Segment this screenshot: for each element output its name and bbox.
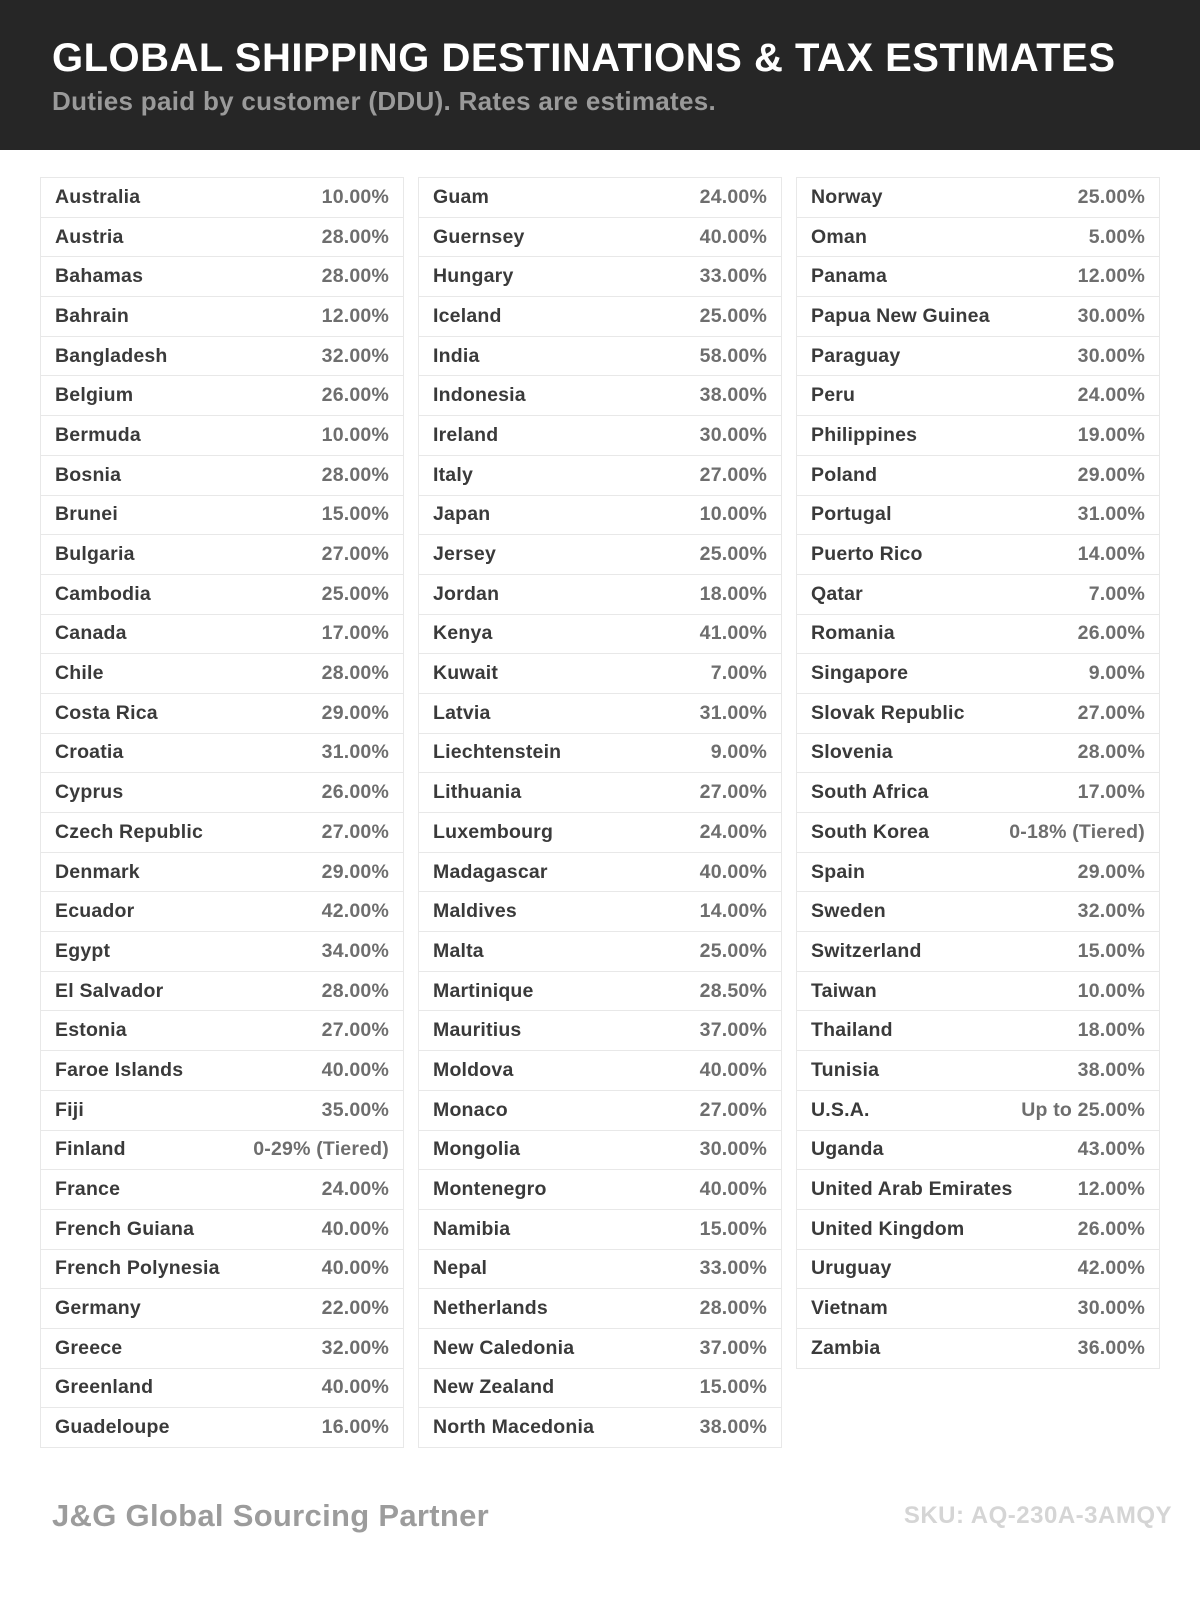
country-name: Papua New Guinea bbox=[811, 304, 990, 327]
table-row bbox=[419, 1250, 781, 1290]
tax-rate-value: 27.00% bbox=[321, 820, 389, 843]
tax-rate-value: 36.00% bbox=[1077, 1336, 1145, 1359]
tax-rate-value: 28.50% bbox=[699, 979, 767, 1002]
tax-rate-value: 7.00% bbox=[1088, 582, 1145, 605]
table-row bbox=[41, 1091, 403, 1131]
country-name: Iceland bbox=[433, 304, 502, 327]
tax-rate-value: 27.00% bbox=[699, 1098, 767, 1121]
country-name: Oman bbox=[811, 225, 868, 248]
tax-rate-value: 10.00% bbox=[321, 423, 389, 446]
table-row bbox=[797, 773, 1159, 813]
table-row bbox=[797, 694, 1159, 734]
country-name: El Salvador bbox=[55, 979, 164, 1002]
tax-rate-value: 9.00% bbox=[710, 741, 767, 764]
tax-rate-value: 32.00% bbox=[321, 1336, 389, 1359]
tax-rate-value: 31.00% bbox=[321, 741, 389, 764]
tax-rate-value: 30.00% bbox=[1077, 1297, 1145, 1320]
tax-rate-value: 0-29% (Tiered) bbox=[253, 1138, 389, 1161]
country-name: Guernsey bbox=[433, 225, 525, 248]
table-row bbox=[797, 1131, 1159, 1171]
table-row bbox=[419, 297, 781, 337]
table-row bbox=[419, 972, 781, 1012]
tax-rate-value: 28.00% bbox=[1077, 741, 1145, 764]
tax-rate-value: 24.00% bbox=[321, 1178, 389, 1201]
tax-rate-value: 34.00% bbox=[321, 939, 389, 962]
tax-rate-value: 15.00% bbox=[1077, 939, 1145, 962]
country-name: Jordan bbox=[433, 582, 500, 605]
table-row bbox=[797, 813, 1159, 853]
table-row bbox=[41, 773, 403, 813]
table-row bbox=[797, 1051, 1159, 1091]
country-name: Lithuania bbox=[433, 781, 522, 804]
tax-rate-value: 38.00% bbox=[699, 1416, 767, 1439]
table-row bbox=[797, 1289, 1159, 1329]
tax-table-column-3 bbox=[796, 177, 1160, 1369]
tax-rate-value: 15.00% bbox=[321, 503, 389, 526]
tax-rate-value: 43.00% bbox=[1077, 1138, 1145, 1161]
country-name: Ecuador bbox=[55, 900, 135, 923]
country-name: Luxembourg bbox=[433, 820, 554, 843]
table-row bbox=[41, 734, 403, 774]
country-name: Latvia bbox=[433, 701, 491, 724]
country-name: Fiji bbox=[55, 1098, 84, 1121]
tax-rate-value: 12.00% bbox=[321, 304, 389, 327]
tax-rate-value: 25.00% bbox=[699, 543, 767, 566]
country-name: Martinique bbox=[433, 979, 534, 1002]
tax-rate-value: 38.00% bbox=[699, 384, 767, 407]
table-row bbox=[419, 615, 781, 655]
table-row bbox=[41, 1011, 403, 1051]
table-row bbox=[419, 1131, 781, 1171]
country-name: Qatar bbox=[811, 582, 863, 605]
tax-rate-value: 29.00% bbox=[321, 860, 389, 883]
tax-rate-value: 27.00% bbox=[321, 1019, 389, 1042]
country-name: Bahamas bbox=[55, 265, 144, 288]
tax-rate-value: 7.00% bbox=[710, 662, 767, 685]
country-name: Monaco bbox=[433, 1098, 508, 1121]
table-row bbox=[41, 496, 403, 536]
country-name: United Kingdom bbox=[811, 1217, 965, 1240]
country-name: Namibia bbox=[433, 1217, 511, 1240]
country-name: Malta bbox=[433, 939, 484, 962]
tax-rate-value: 30.00% bbox=[1077, 344, 1145, 367]
table-row bbox=[797, 972, 1159, 1012]
tax-rate-value: 29.00% bbox=[1077, 860, 1145, 883]
tax-rate-value: 14.00% bbox=[699, 900, 767, 923]
tax-rate-value: 35.00% bbox=[321, 1098, 389, 1121]
country-name: Vietnam bbox=[811, 1297, 888, 1320]
country-name: Liechtenstein bbox=[433, 741, 562, 764]
tax-rate-value: 25.00% bbox=[699, 939, 767, 962]
table-row bbox=[797, 932, 1159, 972]
table-row bbox=[419, 1369, 781, 1409]
tax-rate-value: 10.00% bbox=[1077, 979, 1145, 1002]
table-row bbox=[41, 853, 403, 893]
country-name: Mauritius bbox=[433, 1019, 522, 1042]
tax-rate-value: 28.00% bbox=[699, 1297, 767, 1320]
tax-rate-value: 15.00% bbox=[699, 1376, 767, 1399]
brand-name: J&G Global Sourcing Partner bbox=[52, 1498, 490, 1533]
country-name: Nepal bbox=[433, 1257, 488, 1280]
country-name: Kenya bbox=[433, 622, 493, 645]
country-name: Austria bbox=[55, 225, 124, 248]
tax-rate-value: 25.00% bbox=[1077, 185, 1145, 208]
table-row bbox=[419, 654, 781, 694]
country-name: Maldives bbox=[433, 900, 517, 923]
table-row bbox=[419, 773, 781, 813]
country-name: Italy bbox=[433, 463, 474, 486]
country-name: Uganda bbox=[811, 1138, 884, 1161]
country-name: South Africa bbox=[811, 781, 929, 804]
tax-rate-value: 42.00% bbox=[321, 900, 389, 923]
table-row bbox=[41, 813, 403, 853]
table-row bbox=[797, 853, 1159, 893]
tax-rate-value: 26.00% bbox=[321, 781, 389, 804]
table-row bbox=[41, 416, 403, 456]
table-row bbox=[797, 297, 1159, 337]
table-row bbox=[41, 1408, 403, 1447]
table-row bbox=[797, 1329, 1159, 1368]
country-name: Spain bbox=[811, 860, 866, 883]
table-row bbox=[797, 615, 1159, 655]
table-row bbox=[41, 694, 403, 734]
table-row bbox=[419, 1011, 781, 1051]
table-row bbox=[41, 615, 403, 655]
country-name: United Arab Emirates bbox=[811, 1178, 1013, 1201]
table-row bbox=[41, 972, 403, 1012]
tax-rate-value: 37.00% bbox=[699, 1019, 767, 1042]
tax-rate-value: 26.00% bbox=[321, 384, 389, 407]
table-row bbox=[41, 1250, 403, 1290]
table-row bbox=[797, 892, 1159, 932]
country-name: Chile bbox=[55, 662, 104, 685]
table-row bbox=[41, 1289, 403, 1329]
country-name: Uruguay bbox=[811, 1257, 892, 1280]
tax-rate-value: 10.00% bbox=[321, 185, 389, 208]
table-row bbox=[797, 575, 1159, 615]
country-name: Guadeloupe bbox=[55, 1416, 170, 1439]
tax-rate-value: 30.00% bbox=[699, 423, 767, 446]
country-name: Slovenia bbox=[811, 741, 893, 764]
tax-rate-value: 25.00% bbox=[699, 304, 767, 327]
header bbox=[0, 0, 1200, 150]
country-name: Ireland bbox=[433, 423, 499, 446]
tax-rate-value: 24.00% bbox=[699, 820, 767, 843]
tax-rate-value: 10.00% bbox=[699, 503, 767, 526]
table-row bbox=[41, 456, 403, 496]
country-name: Egypt bbox=[55, 939, 111, 962]
tax-rate-value: 40.00% bbox=[699, 1058, 767, 1081]
country-name: Bangladesh bbox=[55, 344, 168, 367]
table-row bbox=[797, 1170, 1159, 1210]
tax-rate-value: 40.00% bbox=[699, 860, 767, 883]
tax-rate-value: 25.00% bbox=[321, 582, 389, 605]
tax-rate-value: 38.00% bbox=[1077, 1058, 1145, 1081]
table-row bbox=[41, 1170, 403, 1210]
tax-rate-value: 40.00% bbox=[321, 1058, 389, 1081]
table-row bbox=[419, 178, 781, 218]
table-row bbox=[419, 1329, 781, 1369]
country-name: Canada bbox=[55, 622, 127, 645]
table-row bbox=[41, 337, 403, 377]
tax-rate-value: 32.00% bbox=[321, 344, 389, 367]
table-row bbox=[419, 1210, 781, 1250]
tax-rate-value: 12.00% bbox=[1077, 265, 1145, 288]
country-name: Tunisia bbox=[811, 1058, 880, 1081]
country-name: Zambia bbox=[811, 1336, 881, 1359]
table-row bbox=[797, 1091, 1159, 1131]
table-row bbox=[419, 1170, 781, 1210]
tax-rate-value: Up to 25.00% bbox=[1021, 1098, 1145, 1121]
tax-rate-value: 40.00% bbox=[699, 225, 767, 248]
country-name: Philippines bbox=[811, 423, 918, 446]
tax-rate-value: 33.00% bbox=[699, 265, 767, 288]
country-name: Bermuda bbox=[55, 423, 141, 446]
tax-rate-value: 58.00% bbox=[699, 344, 767, 367]
tax-table-column-2 bbox=[418, 177, 782, 1448]
page-subtitle: Duties paid by customer (DDU). Rates are estimates. bbox=[52, 86, 717, 116]
tax-rate-value: 28.00% bbox=[321, 225, 389, 248]
tax-rate-value: 16.00% bbox=[321, 1416, 389, 1439]
tax-rate-value: 37.00% bbox=[699, 1336, 767, 1359]
table-row bbox=[797, 654, 1159, 694]
table-row bbox=[41, 932, 403, 972]
tax-table-column-1 bbox=[40, 177, 404, 1448]
country-name: Brunei bbox=[55, 503, 118, 526]
country-name: Australia bbox=[55, 185, 141, 208]
country-name: Faroe Islands bbox=[55, 1058, 184, 1081]
table-row bbox=[419, 218, 781, 258]
table-row bbox=[41, 1051, 403, 1091]
country-name: U.S.A. bbox=[811, 1098, 870, 1121]
tax-rate-value: 0-18% (Tiered) bbox=[1009, 820, 1145, 843]
country-name: Mongolia bbox=[433, 1138, 521, 1161]
country-name: Poland bbox=[811, 463, 878, 486]
table-row bbox=[41, 1210, 403, 1250]
table-row bbox=[41, 575, 403, 615]
tax-rate-value: 29.00% bbox=[321, 701, 389, 724]
table-row bbox=[797, 535, 1159, 575]
table-row bbox=[41, 1369, 403, 1409]
tax-rate-value: 42.00% bbox=[1077, 1257, 1145, 1280]
tax-rate-value: 29.00% bbox=[1077, 463, 1145, 486]
country-name: Portugal bbox=[811, 503, 892, 526]
country-name: Denmark bbox=[55, 860, 140, 883]
tax-rate-value: 24.00% bbox=[699, 185, 767, 208]
country-name: Hungary bbox=[433, 265, 514, 288]
table-row bbox=[41, 892, 403, 932]
tax-rate-value: 40.00% bbox=[321, 1257, 389, 1280]
country-name: Bahrain bbox=[55, 304, 130, 327]
table-row bbox=[41, 654, 403, 694]
table-row bbox=[41, 257, 403, 297]
tax-rate-value: 30.00% bbox=[1077, 304, 1145, 327]
table-row bbox=[41, 297, 403, 337]
tax-rate-value: 18.00% bbox=[699, 582, 767, 605]
tax-rate-value: 27.00% bbox=[1077, 701, 1145, 724]
country-name: Costa Rica bbox=[55, 701, 158, 724]
table-row bbox=[41, 218, 403, 258]
table-row bbox=[797, 1210, 1159, 1250]
tax-rate-value: 27.00% bbox=[699, 463, 767, 486]
tax-rate-value: 24.00% bbox=[1077, 384, 1145, 407]
country-name: Cambodia bbox=[55, 582, 151, 605]
tax-rate-value: 28.00% bbox=[321, 463, 389, 486]
tax-rate-value: 12.00% bbox=[1077, 1178, 1145, 1201]
country-name: French Guiana bbox=[55, 1217, 195, 1240]
table-row bbox=[419, 416, 781, 456]
country-name: Peru bbox=[811, 384, 856, 407]
table-row bbox=[41, 535, 403, 575]
country-name: New Caledonia bbox=[433, 1336, 575, 1359]
country-name: France bbox=[55, 1178, 121, 1201]
tax-rate-value: 40.00% bbox=[699, 1178, 767, 1201]
tax-rate-value: 32.00% bbox=[1077, 900, 1145, 923]
country-name: Panama bbox=[811, 265, 887, 288]
table-row bbox=[797, 456, 1159, 496]
country-name: Norway bbox=[811, 185, 883, 208]
country-name: Croatia bbox=[55, 741, 124, 764]
tax-rate-value: 19.00% bbox=[1077, 423, 1145, 446]
country-name: French Polynesia bbox=[55, 1257, 220, 1280]
table-row bbox=[419, 734, 781, 774]
country-name: Puerto Rico bbox=[811, 543, 923, 566]
tax-rate-value: 17.00% bbox=[1077, 781, 1145, 804]
table-row bbox=[419, 1091, 781, 1131]
footer bbox=[0, 1498, 1200, 1534]
country-name: Singapore bbox=[811, 662, 909, 685]
country-name: Bosnia bbox=[55, 463, 122, 486]
tax-rate-value: 31.00% bbox=[1077, 503, 1145, 526]
table-row bbox=[797, 416, 1159, 456]
table-row bbox=[419, 932, 781, 972]
tax-rate-value: 5.00% bbox=[1088, 225, 1145, 248]
country-name: Sweden bbox=[811, 900, 886, 923]
country-name: Taiwan bbox=[811, 979, 877, 1002]
country-name: Greenland bbox=[55, 1376, 154, 1399]
tax-rate-value: 33.00% bbox=[699, 1257, 767, 1280]
table-row bbox=[797, 734, 1159, 774]
tax-rate-value: 31.00% bbox=[699, 701, 767, 724]
tax-rate-value: 26.00% bbox=[1077, 1217, 1145, 1240]
tax-rate-value: 41.00% bbox=[699, 622, 767, 645]
table-row bbox=[41, 1329, 403, 1369]
sku-label: SKU: AQ-230A-3AMQY bbox=[903, 1502, 1172, 1529]
tax-rate-value: 30.00% bbox=[699, 1138, 767, 1161]
country-name: Guam bbox=[433, 185, 490, 208]
tax-table-grid bbox=[40, 177, 1160, 1448]
country-name: Bulgaria bbox=[55, 543, 135, 566]
country-name: Finland bbox=[55, 1138, 126, 1161]
country-name: Jersey bbox=[433, 543, 497, 566]
country-name: Japan bbox=[433, 503, 491, 526]
tax-rate-value: 40.00% bbox=[321, 1217, 389, 1240]
table-row bbox=[797, 1011, 1159, 1051]
country-name: Kuwait bbox=[433, 662, 499, 685]
table-row bbox=[419, 1289, 781, 1329]
table-row bbox=[797, 337, 1159, 377]
country-name: Moldova bbox=[433, 1058, 514, 1081]
table-row bbox=[797, 496, 1159, 536]
table-row bbox=[419, 535, 781, 575]
country-name: South Korea bbox=[811, 820, 930, 843]
table-row bbox=[797, 178, 1159, 218]
table-row bbox=[419, 694, 781, 734]
country-name: Romania bbox=[811, 622, 895, 645]
country-name: North Macedonia bbox=[433, 1416, 595, 1439]
table-row bbox=[41, 178, 403, 218]
country-name: Madagascar bbox=[433, 860, 548, 883]
tax-rate-value: 28.00% bbox=[321, 265, 389, 288]
tax-rate-value: 28.00% bbox=[321, 662, 389, 685]
tax-rate-value: 40.00% bbox=[321, 1376, 389, 1399]
country-name: Belgium bbox=[55, 384, 134, 407]
table-row bbox=[419, 257, 781, 297]
country-name: Estonia bbox=[55, 1019, 127, 1042]
tax-rate-value: 17.00% bbox=[321, 622, 389, 645]
table-row bbox=[419, 1051, 781, 1091]
table-row bbox=[41, 1131, 403, 1171]
country-name: Netherlands bbox=[433, 1297, 548, 1320]
country-name: Slovak Republic bbox=[811, 701, 965, 724]
page-title: GLOBAL SHIPPING DESTINATIONS & TAX ESTIMATES bbox=[52, 36, 1116, 80]
tax-rate-value: 27.00% bbox=[699, 781, 767, 804]
country-name: New Zealand bbox=[433, 1376, 555, 1399]
table-row bbox=[797, 1250, 1159, 1290]
table-row bbox=[419, 1408, 781, 1447]
country-name: Germany bbox=[55, 1297, 141, 1320]
country-name: Thailand bbox=[811, 1019, 893, 1042]
tax-rate-value: 9.00% bbox=[1088, 662, 1145, 685]
tax-rate-value: 18.00% bbox=[1077, 1019, 1145, 1042]
country-name: Greece bbox=[55, 1336, 123, 1359]
country-name: Cyprus bbox=[55, 781, 124, 804]
table-row bbox=[797, 218, 1159, 258]
tax-rate-value: 14.00% bbox=[1077, 543, 1145, 566]
country-name: Montenegro bbox=[433, 1178, 547, 1201]
tax-rate-value: 15.00% bbox=[699, 1217, 767, 1240]
table-row bbox=[797, 376, 1159, 416]
table-row bbox=[419, 376, 781, 416]
tax-rate-value: 22.00% bbox=[321, 1297, 389, 1320]
table-row bbox=[419, 892, 781, 932]
table-row bbox=[419, 496, 781, 536]
country-name: Paraguay bbox=[811, 344, 901, 367]
tax-rate-value: 27.00% bbox=[321, 543, 389, 566]
country-name: India bbox=[433, 344, 480, 367]
table-row bbox=[419, 853, 781, 893]
country-name: Czech Republic bbox=[55, 820, 203, 843]
table-row bbox=[419, 813, 781, 853]
table-row bbox=[419, 337, 781, 377]
table-row bbox=[419, 575, 781, 615]
country-name: Switzerland bbox=[811, 939, 922, 962]
table-row bbox=[41, 376, 403, 416]
table-row bbox=[797, 257, 1159, 297]
tax-rate-value: 28.00% bbox=[321, 979, 389, 1002]
table-row bbox=[419, 456, 781, 496]
country-name: Indonesia bbox=[433, 384, 526, 407]
tax-rate-value: 26.00% bbox=[1077, 622, 1145, 645]
